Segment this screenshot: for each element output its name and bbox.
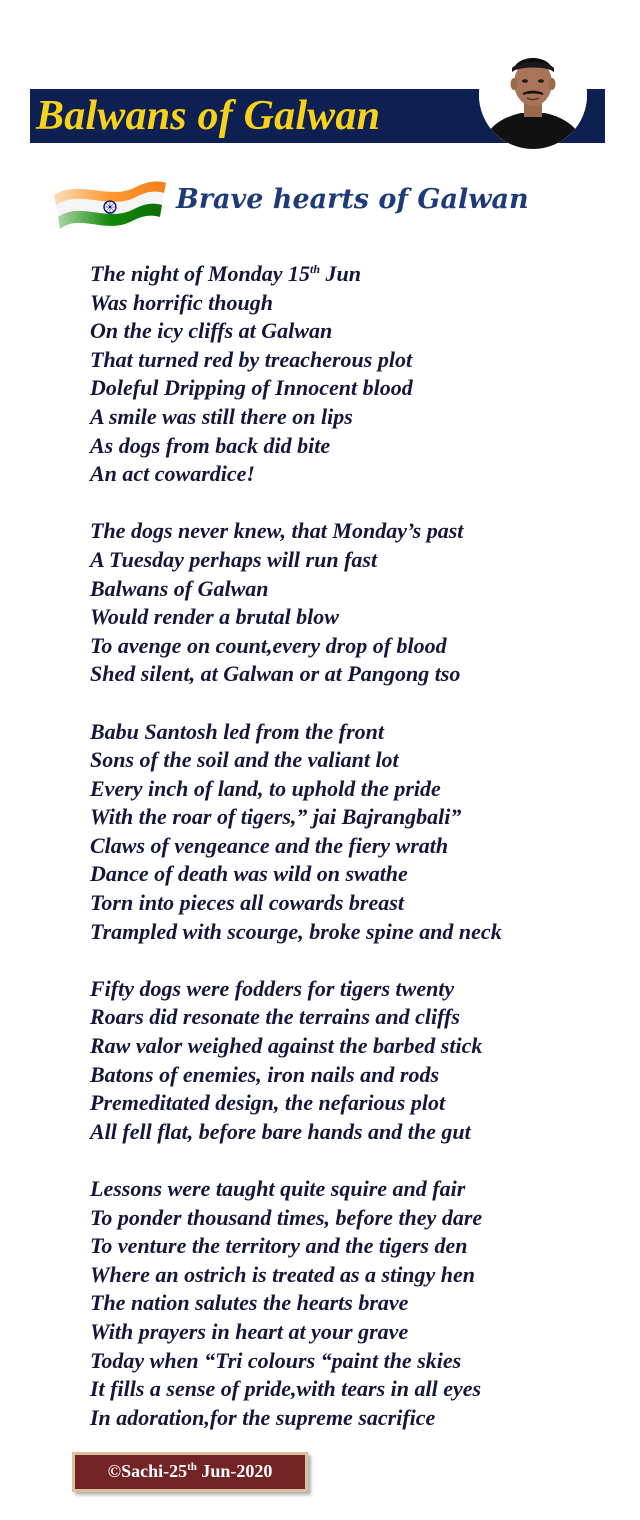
poem-line: Trampled with scourge, broke spine and neck	[90, 918, 502, 944]
poem-stanza	[90, 517, 630, 689]
poem-line: Batons of enemies, iron nails and rods	[90, 1061, 440, 1087]
poem-line: Premeditated design, the nefarious plot	[90, 1090, 446, 1116]
poem-line: The dogs never knew, that Monday’s past	[90, 518, 464, 544]
poem-line: All fell flat, before bare hands and the gut	[90, 1118, 471, 1144]
poem-line: Sons of the soil and the valiant lot	[90, 747, 399, 773]
subtitle: Brave hearts of Galwan	[176, 184, 529, 215]
poem-line: On the icy cliffs at Galwan	[90, 318, 333, 344]
indian-flag-icon	[50, 175, 170, 240]
poem-line: Raw valor weighed against the barbed stick	[90, 1033, 483, 1059]
poem-line: It fills a sense of pride,with tears in all eyes	[90, 1376, 482, 1402]
poem-line: With prayers in heart at your grave	[90, 1318, 409, 1344]
poem-line: Fifty dogs were fodders for tigers twenty	[90, 975, 455, 1001]
page-title: Balwans of Galwan	[36, 93, 381, 139]
poem-line: In adoration,for the supreme sacrifice	[90, 1404, 436, 1430]
copyright-text: ©Sachi-25th Jun-2020	[107, 1461, 273, 1481]
poem-line: To avenge on count,every drop of blood	[90, 632, 447, 658]
poem-line: Would render a brutal blow	[90, 604, 339, 630]
poem-line: To venture the territory and the tigers den	[90, 1233, 468, 1259]
poem-line: An act cowardice!	[90, 461, 255, 487]
poem-line: Torn into pieces all cowards breast	[90, 890, 404, 916]
poem-stanza	[90, 260, 630, 489]
poem-line: To ponder thousand times, before they dare	[90, 1204, 483, 1230]
poem-line: Roars did resonate the terrains and cliffs	[90, 1004, 460, 1030]
author-avatar	[479, 41, 587, 149]
poem-line: Babu Santosh led from the front	[90, 718, 385, 744]
poem-line: The nation salutes the hearts brave	[90, 1290, 409, 1316]
poem-line: A smile was still there on lips	[90, 403, 353, 429]
poem-line: Claws of vengeance and the fiery wrath	[90, 832, 449, 858]
poem-stanza	[90, 718, 630, 947]
poem-line: Every inch of land, to uphold the pride	[90, 775, 441, 801]
poem-line: Doleful Dripping of Innocent blood	[90, 375, 413, 401]
poem-line: Was horrific though	[90, 289, 273, 315]
poem	[90, 260, 630, 1461]
poem-line: As dogs from back did bite	[90, 432, 331, 458]
poem-line: Shed silent, at Galwan or at Pangong tso	[90, 661, 461, 687]
poem-line: That turned red by treacherous plot	[90, 346, 413, 372]
poem-line: Dance of death was wild on swathe	[90, 861, 408, 887]
poem-line: Lessons were taught quite squire and fair	[90, 1176, 466, 1201]
poem-line: The night of Monday 15th Jun	[90, 261, 362, 286]
poem-stanza	[90, 975, 630, 1147]
poem-line: Where an ostrich is treated as a stingy hen	[90, 1261, 476, 1287]
poem-line: A Tuesday perhaps will run fast	[90, 546, 378, 572]
poem-stanza	[90, 1175, 630, 1432]
author-photo-icon	[479, 41, 587, 149]
poem-line: With the roar of tigers,” jai Bajrangbali”	[90, 804, 462, 830]
copyright-badge	[72, 1452, 308, 1492]
poem-line: Balwans of Galwan	[90, 575, 269, 601]
poem-line: Today when “Tri colours “paint the skies	[90, 1347, 462, 1373]
